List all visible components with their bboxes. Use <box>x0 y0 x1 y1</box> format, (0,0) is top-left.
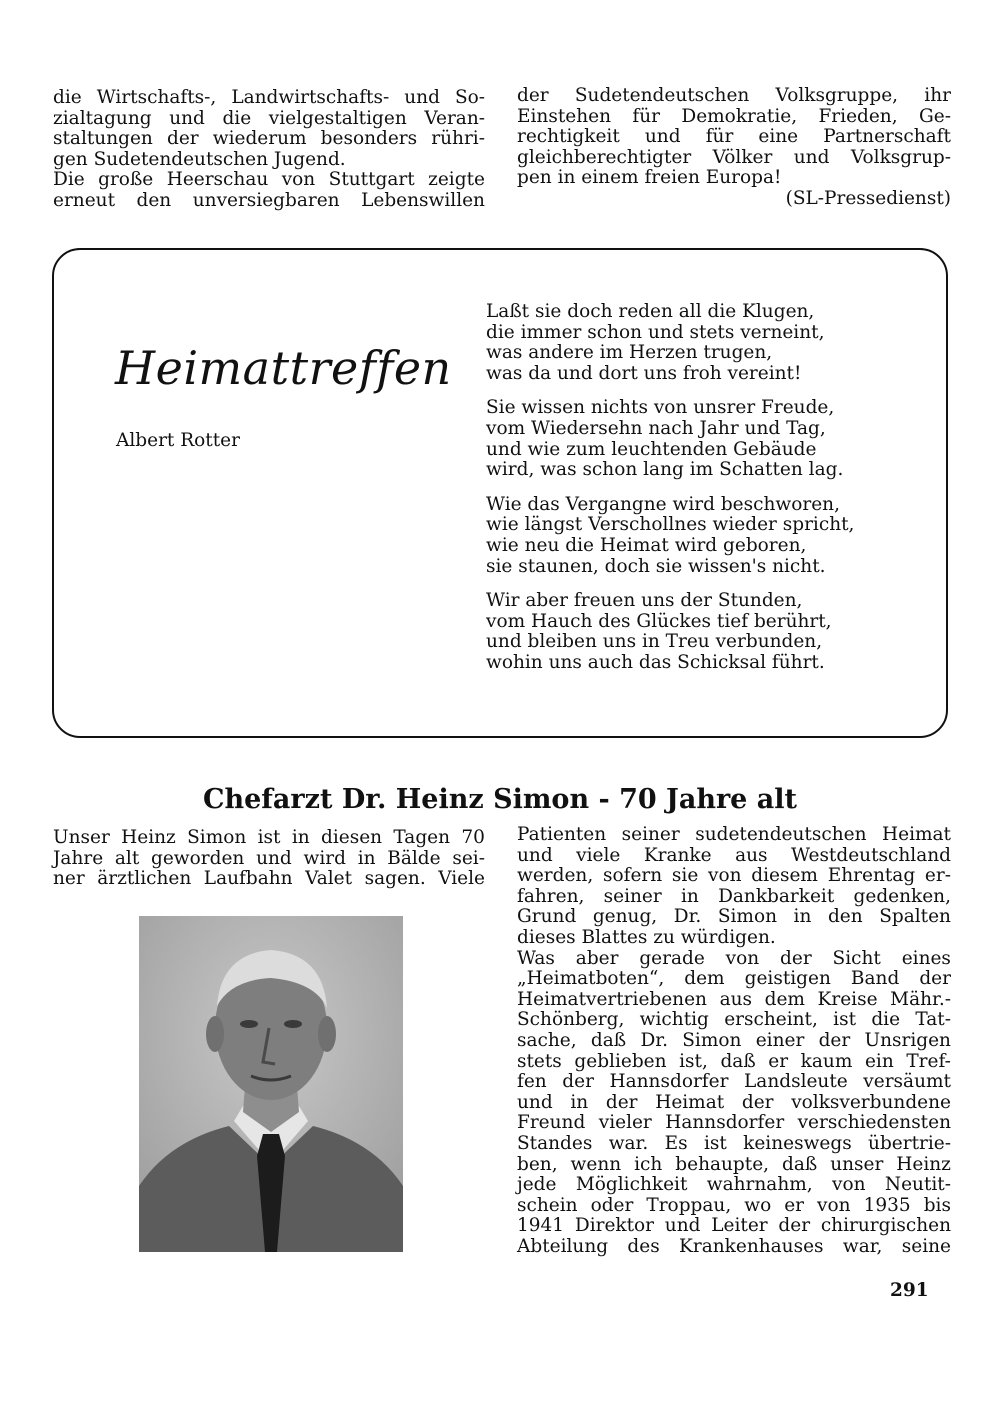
poem-line: sie staunen, doch sie wissen's nicht. <box>486 555 826 577</box>
attribution: (SL-Pressedienst) <box>785 187 951 209</box>
text-line: fen der Hannsdorfer Landsleute versäumt <box>517 1071 951 1093</box>
text-line: und viele Kranke aus Westdeutschland <box>517 844 951 866</box>
text-line: 1941 Direktor und Leiter der chirurgischen <box>517 1215 951 1237</box>
text-line: „Heimatboten“, dem geistigen Band der <box>517 968 951 990</box>
poem-line: Wir aber freuen uns der Stunden, <box>486 590 803 612</box>
poem-line: vom Hauch des Glückes tief berührt, <box>486 610 832 632</box>
text-line: ner ärztlichen Laufbahn Valet sagen. Viele <box>53 868 485 890</box>
poem-text <box>486 302 854 688</box>
article-headline: Chefarzt Dr. Heinz Simon - 70 Jahre alt <box>203 784 797 815</box>
page-number: 291 <box>890 1280 929 1301</box>
poem-line: die immer schon und stets verneint, <box>486 321 825 343</box>
poem-line: wie neu die Heimat wird geboren, <box>486 534 807 556</box>
text-line: gleichberechtigter Völker und Volksgrup- <box>517 146 951 168</box>
poem-stanza <box>486 302 854 384</box>
poem-line: Laßt sie doch reden all die Klugen, <box>486 301 815 322</box>
poem-line: wird, was schon lang im Schatten lag. <box>486 459 844 481</box>
poem-stanza <box>486 591 854 673</box>
poem-stanza <box>486 398 854 480</box>
poem-line: vom Wiedersehn nach Jahr und Tag, <box>486 417 826 439</box>
text-line: der Sudetendeutschen Volksgruppe, ihr <box>517 85 951 106</box>
text-line: Freund vieler Hannsdorfer verschiedensten <box>517 1112 951 1134</box>
text-line: die Wirtschafts-, Landwirtschafts- und So- <box>53 87 485 108</box>
text-line: Einstehen für Demokratie, Frieden, Ge- <box>517 105 951 127</box>
text-line: schein oder Troppau, wo er von 1935 bis <box>517 1194 951 1216</box>
poem-line: Wie das Vergangne wird beschworen, <box>486 493 840 515</box>
poem-stanza <box>486 495 854 577</box>
text-line: jede Möglichkeit wahrnahm, von Neutit- <box>517 1174 951 1196</box>
text-line: fahren, seiner in Dankbarkeit gedenken, <box>517 885 951 907</box>
text-line: Was aber gerade von der Sicht eines <box>517 947 951 969</box>
text-line: dieses Blattes zu würdigen. <box>517 926 776 948</box>
text-line: Die große Heerschau von Stuttgart zeigte <box>53 169 485 191</box>
text-line: werden, sofern sie von diesem Ehrentag er- <box>517 865 951 887</box>
article-right-column <box>517 825 951 1257</box>
text-line: Abteilung des Krankenhauses war, seine <box>517 1235 951 1257</box>
portrait-photo <box>139 916 403 1252</box>
text-line: Patienten seiner sudetendeutschen Heimat <box>517 824 951 845</box>
poem-line: wohin uns auch das Schicksal führt. <box>486 651 825 673</box>
text-line: Heimatvertriebenen aus dem Kreise Mähr.- <box>517 988 951 1010</box>
text-line: Unser Heinz Simon ist in diesen Tagen 70 <box>53 827 485 848</box>
text-line: und in der Heimat der volksverbundene <box>517 1091 951 1113</box>
poem-line: was da und dort uns froh vereint! <box>486 362 802 384</box>
text-line: Jahre alt geworden und wird in Bälde sei- <box>53 847 485 869</box>
top-right-column <box>517 86 951 210</box>
text-line: erneut den unversiegbaren Lebenswillen <box>53 189 485 211</box>
text-line: rechtigkeit und für eine Partnerschaft <box>517 126 951 148</box>
poem-line: und bleiben uns in Treu verbunden, <box>486 631 823 653</box>
poem-line: und wie zum leuchtenden Gebäude <box>486 438 817 460</box>
poem-line: was andere im Herzen trugen, <box>486 342 773 364</box>
poem-author: Albert Rotter <box>116 430 240 451</box>
portrait-illustration <box>139 916 403 1252</box>
poem-line: wie längst Verschollnes wieder spricht, <box>486 514 855 536</box>
article-left-column <box>53 828 485 890</box>
text-line: staltungen der wiederum besonders rühri- <box>53 128 485 150</box>
poem-title: Heimattreffen <box>115 341 452 395</box>
text-line: gen Sudetendeutschen Jugend. <box>53 148 346 170</box>
text-line: Grund genug, Dr. Simon in den Spalten <box>517 906 951 928</box>
text-line: Standes war. Es ist keineswegs übertrie- <box>517 1132 951 1154</box>
text-line: stets geblieben ist, daß er kaum ein Tref- <box>517 1050 951 1072</box>
text-line: sache, daß Dr. Simon einer der Unsrigen <box>517 1029 951 1051</box>
text-line: Schönberg, wichtig erscheint, ist die Tat- <box>517 1009 951 1031</box>
text-line: zialtagung und die vielgestaltigen Veran- <box>53 107 485 129</box>
poem-line: Sie wissen nichts von unsrer Freude, <box>486 397 835 419</box>
top-left-column <box>53 88 485 212</box>
text-line: ben, wenn ich behaupte, daß unser Heinz <box>517 1153 951 1175</box>
text-line: pen in einem freien Europa! <box>517 167 782 189</box>
